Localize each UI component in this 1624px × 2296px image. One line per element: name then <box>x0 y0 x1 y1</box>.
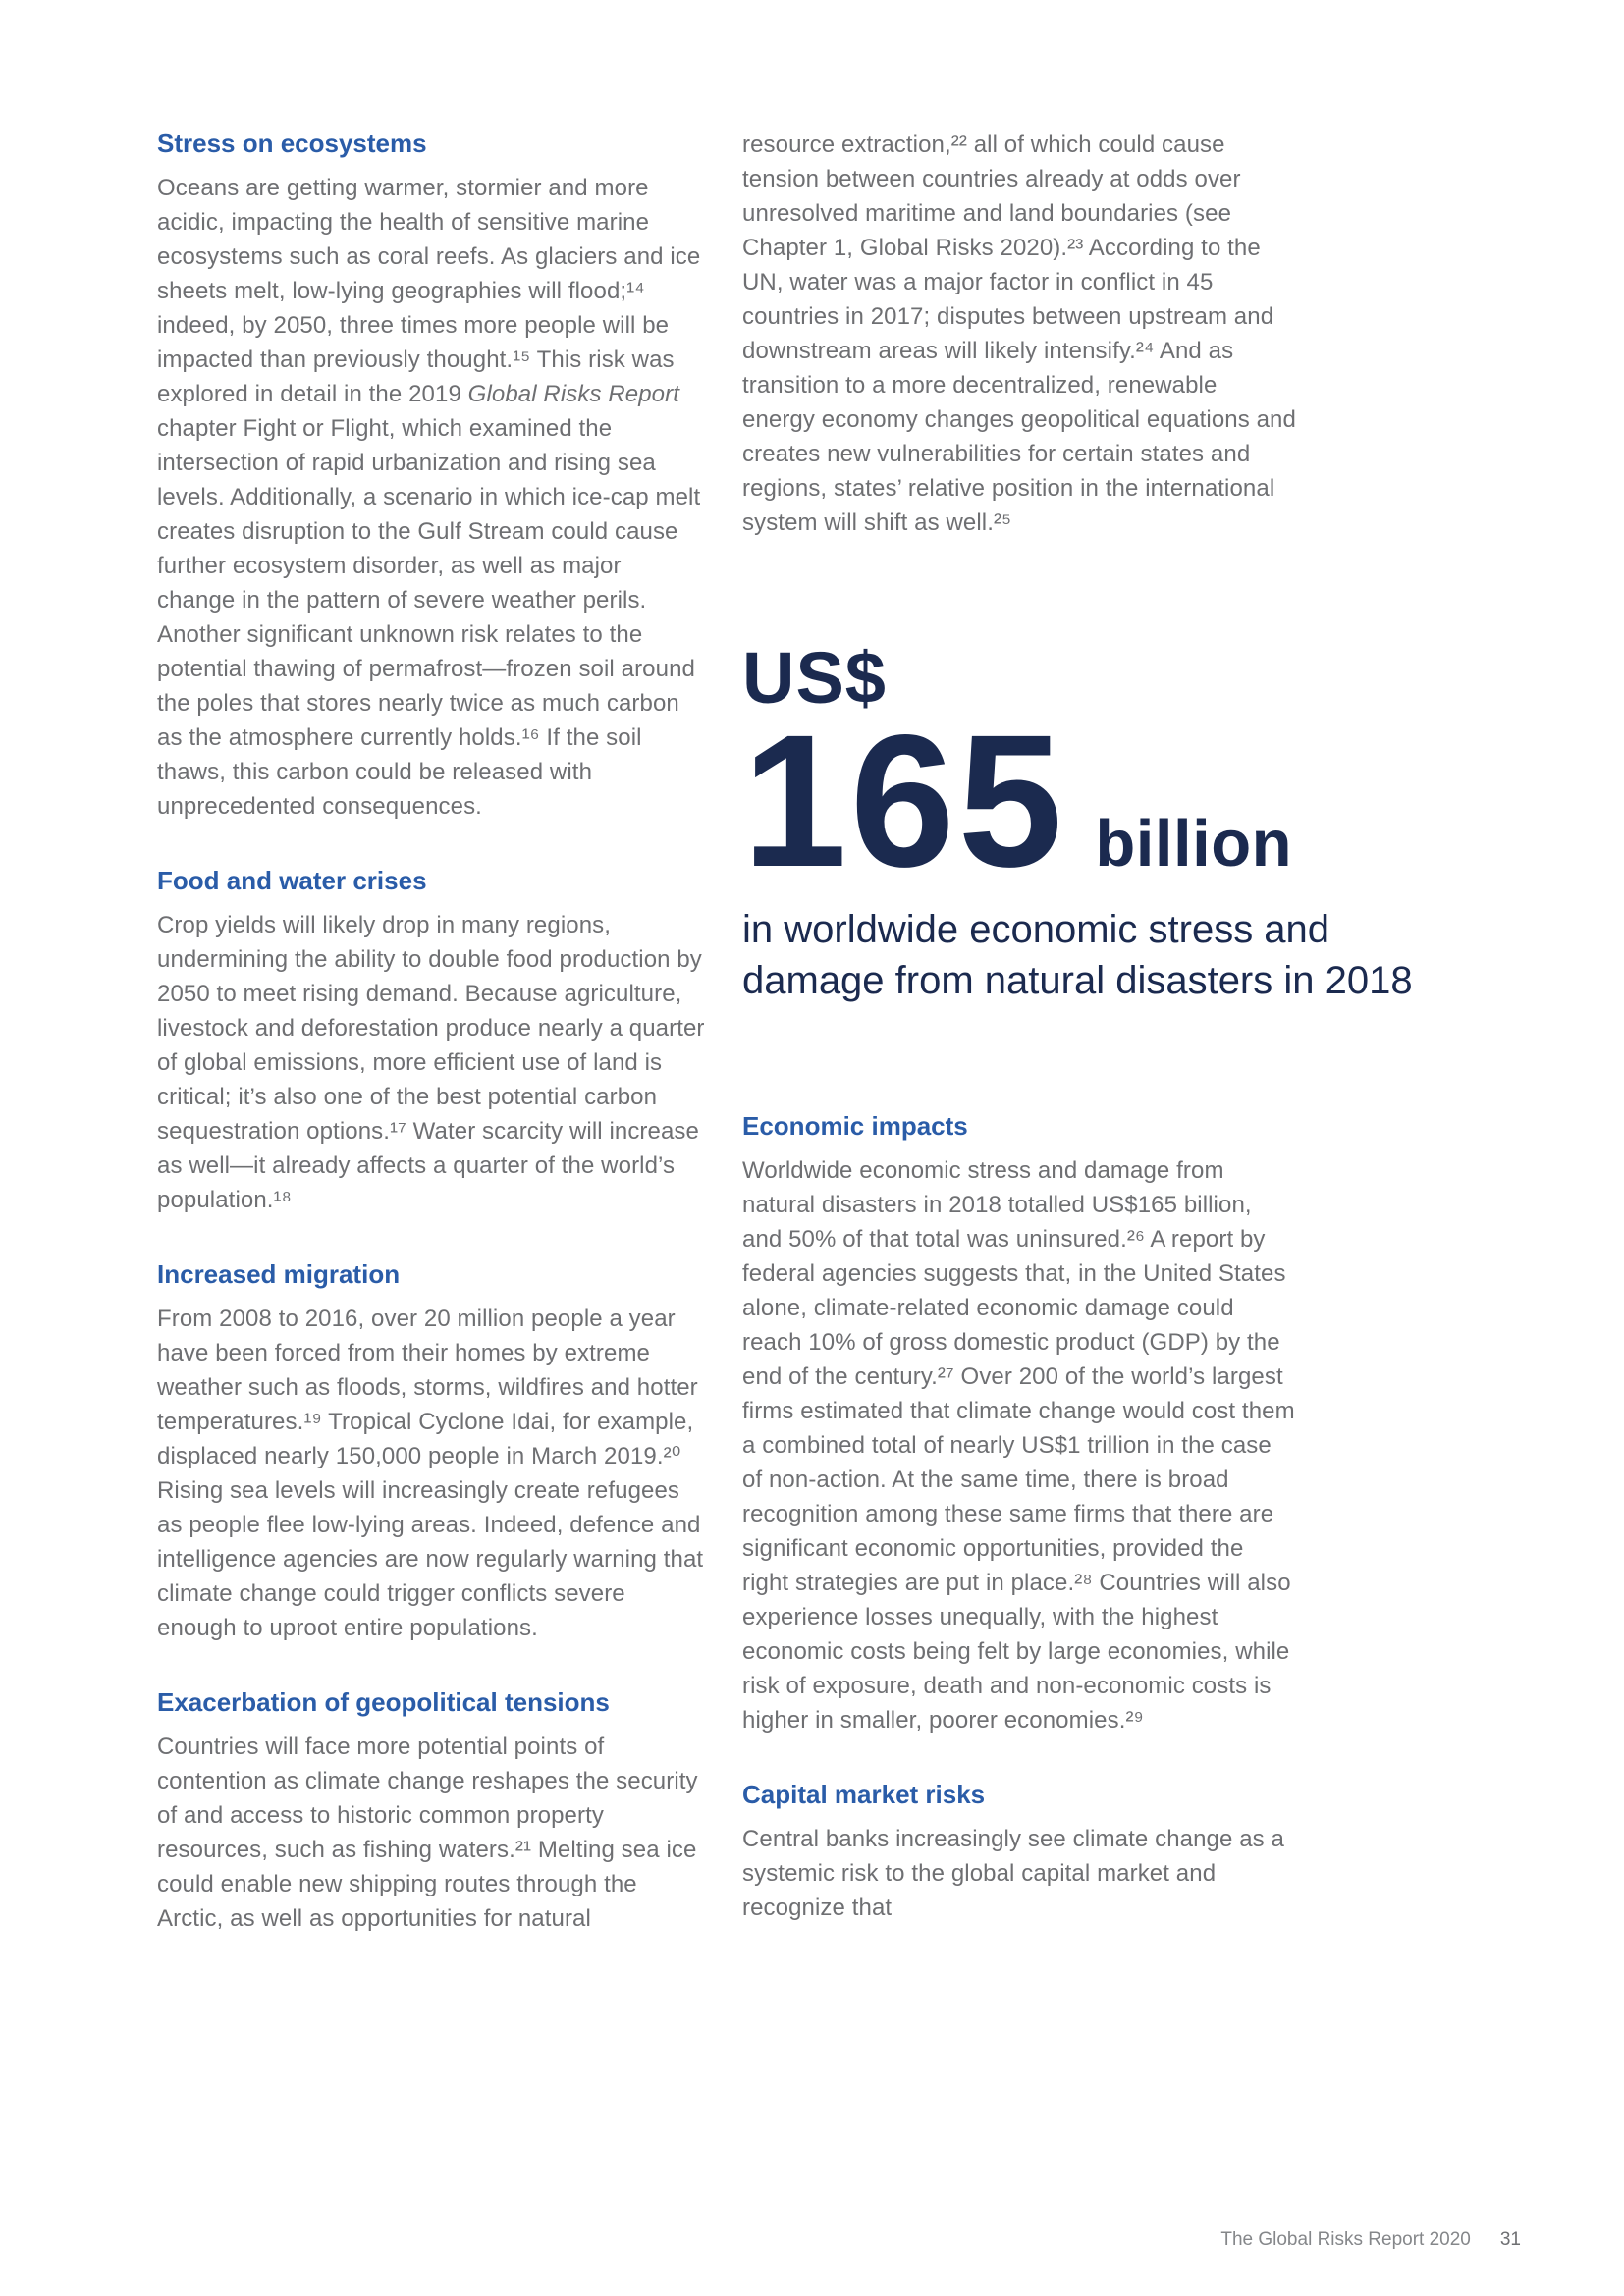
stat-currency: US$ <box>742 637 887 719</box>
paragraph <box>157 171 705 824</box>
stat-unit: billion <box>1095 807 1293 881</box>
paragraph: Crop yields will likely drop in many regions, undermining the ability to double food production by 2050 to meet rising demand. Because agriculture, livestock and deforestation produce nearly a quarter of global emissions, more efficient use of land is critical; it’s also one of the best potential carbon sequestration options.¹⁷ Water scarcity will increase as well—it already affects a quarter of the world’s population.¹⁸ <box>157 912 705 1213</box>
section-heading: Stress on ecosystems <box>157 129 427 158</box>
paragraph: Central banks increasingly see climate change as a systemic risk to the global capital market and recognize that <box>742 1825 1284 1921</box>
section-geopolitical-tensions <box>157 1686 705 1936</box>
section-increased-migration <box>157 1258 705 1645</box>
stat-number-row <box>742 695 1540 906</box>
section-heading: Food and water crises <box>157 866 427 895</box>
section-heading: Capital market risks <box>742 1779 986 1809</box>
stat-caption: in worldwide economic stress and damage from natural disasters in 2018 <box>742 907 1413 1002</box>
footer-page-number: 31 <box>1499 2229 1521 2250</box>
paragraph-text: chapter Fight or Flight, which examined the intersection of rapid urbanization and rising sea levels. Additionally, a scenario in which ice-cap melt creates disruption to the Gulf Stream could cause further ecosystem disorder, as well as major change in the pattern of severe weather perils. Another significant unknown risk relates to the potential thawing of permafrost—frozen soil around the poles that stores nearly twice as much carbon as the atmosphere currently holds.¹⁶ If the soil thaws, this carbon could be released with unprecedented consequences. <box>157 415 701 820</box>
section-heading: Economic impacts <box>742 1110 968 1141</box>
section-heading: Increased migration <box>157 1259 401 1289</box>
section-heading: Exacerbation of geopolitical tensions <box>157 1687 610 1717</box>
section-stress-on-ecosystems <box>157 128 705 824</box>
right-column <box>742 128 1540 1925</box>
section-capital-market-risks <box>742 1779 1540 1925</box>
stat-callout <box>742 637 1540 1006</box>
paragraph: From 2008 to 2016, over 20 million people a year have been forced from their homes by extreme weather such as floods, storms, wildfires and hotter temperatures.¹⁹ Tropical Cyclone Idai, for example, displaced nearly 150,000 people in March 2019.²⁰ Rising sea levels will increasingly create refugees as people flee low-lying areas. Indeed, defence and intelligence agencies are now regularly warning that climate change could trigger conflicts severe enough to uproot entire populations. <box>157 1306 704 1641</box>
section-economic-impacts <box>742 1110 1540 1737</box>
footer-report-title: The Global Risks Report 2020 <box>1220 2229 1471 2250</box>
paragraph-continuation: resource extraction,²² all of which could cause tension between countries already at odds over unresolved maritime and land boundaries (see Chapter 1, Global Risks 2020).²³ According to the UN, water was a major factor in conflict in 45 countries in 2017; disputes between upstream and downstream areas will likely intensify.²⁴ And as transition to a more decentralized, renewable energy economy changes geopolitical equations and creates new vulnerabilities for certain states and regions, states’ relative position in the international system will shift as well.²⁵ <box>742 132 1296 536</box>
paragraph: Countries will face more potential points of contention as climate change reshapes the security of and access to historic common property resources, such as fishing waters.²¹ Melting sea ice could enable new shipping routes through the Arctic, as well as opportunities for natural <box>157 1734 698 1932</box>
italic-report-title: Global Risks Report <box>467 381 679 407</box>
paragraph: Worldwide economic stress and damage from natural disasters in 2018 totalled US$165 billion, and 50% of that total was uninsured.²⁶ A report by federal agencies suggests that, in the United States alone, climate-related economic damage could reach 10% of gross domestic product (GDP) by the end of the century.²⁷ Over 200 of the world’s largest firms estimated that climate change would cost them a combined total of nearly US$1 trillion in the case of non-action. At the same time, there is broad recognition among these same firms that there are significant economic opportunities, provided the right strategies are put in place.²⁸ Countries will also experience losses unequally, with the highest economic costs being felt by large economies, while risk of exposure, death and non-economic costs is higher in smaller, poorer economies.²⁹ <box>742 1156 1295 1734</box>
page-footer <box>1220 2229 1521 2251</box>
section-food-and-water-crises <box>157 865 705 1217</box>
stat-number: 165 <box>742 695 1066 906</box>
paragraph-text: Oceans are getting warmer, stormier and more acidic, impacting the health of sensitive marine ecosystems such as coral reefs. As glaciers and ice sheets melt, low-lying geographies will flood;¹⁴ indeed, by 2050, three times more people will be impacted than previously thought.¹⁵ This risk was explored in detail in the 2019 <box>157 175 701 407</box>
left-column <box>157 128 705 1936</box>
